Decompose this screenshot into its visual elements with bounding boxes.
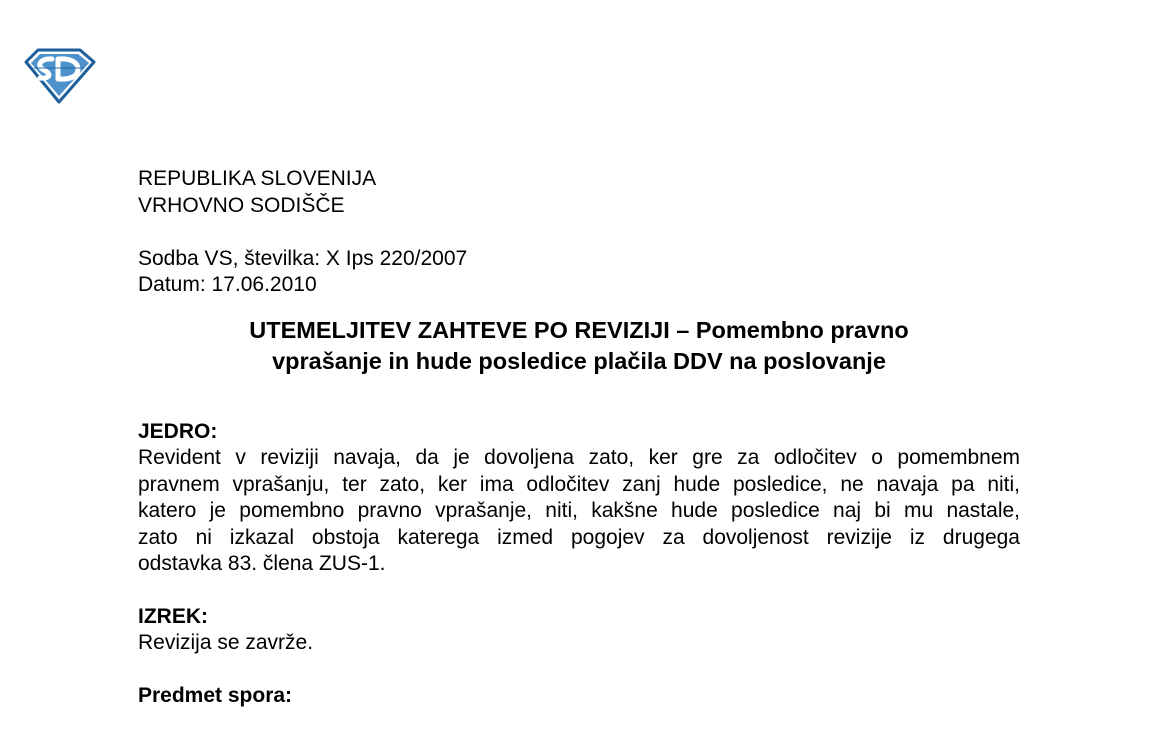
document-body: [138, 166, 1020, 709]
ruling-text: Revizija se zavrže.: [138, 631, 314, 654]
core-paragraph: [138, 445, 1020, 578]
title-line: UTEMELJITEV ZAHTEVE PO REVIZIJI – Pomembno pravno: [249, 316, 909, 343]
court-country: REPUBLIKA SLOVENIJA: [138, 167, 377, 190]
judgment-number: Sodba VS, številka: X Ips 220/2007: [138, 246, 468, 270]
core-line: zato ni izkazal obstoja katerega izmed pogojev za dovoljenost revizije iz drugega: [138, 525, 1020, 549]
subject-heading: Predmet spora:: [138, 683, 293, 707]
court-name: VRHOVNO SODIŠČE: [138, 193, 345, 217]
ruling-heading: IZREK:: [138, 604, 208, 628]
court-logo-icon: [22, 46, 96, 104]
core-line: katero je pomembno pravno vprašanje, niti, kakšne hude posledice naj bi mu nastale,: [138, 499, 1020, 522]
core-line: Revident v reviziji navaja, da je dovoljena zato, ker gre za odločitev o pomembnem: [138, 446, 1020, 469]
core-heading: JEDRO:: [138, 419, 218, 443]
title-line: vprašanje in hude posledice plačila DDV na poslovanje: [272, 347, 886, 374]
core-line: pravnem vprašanju, ter zato, ker ima odločitev zanj hude posledice, ne navaja pa niti,: [138, 472, 1020, 496]
core-line: odstavka 83. člena ZUS-1.: [138, 552, 386, 575]
judgment-date: Datum: 17.06.2010: [138, 273, 317, 296]
document-title: [138, 315, 1020, 377]
